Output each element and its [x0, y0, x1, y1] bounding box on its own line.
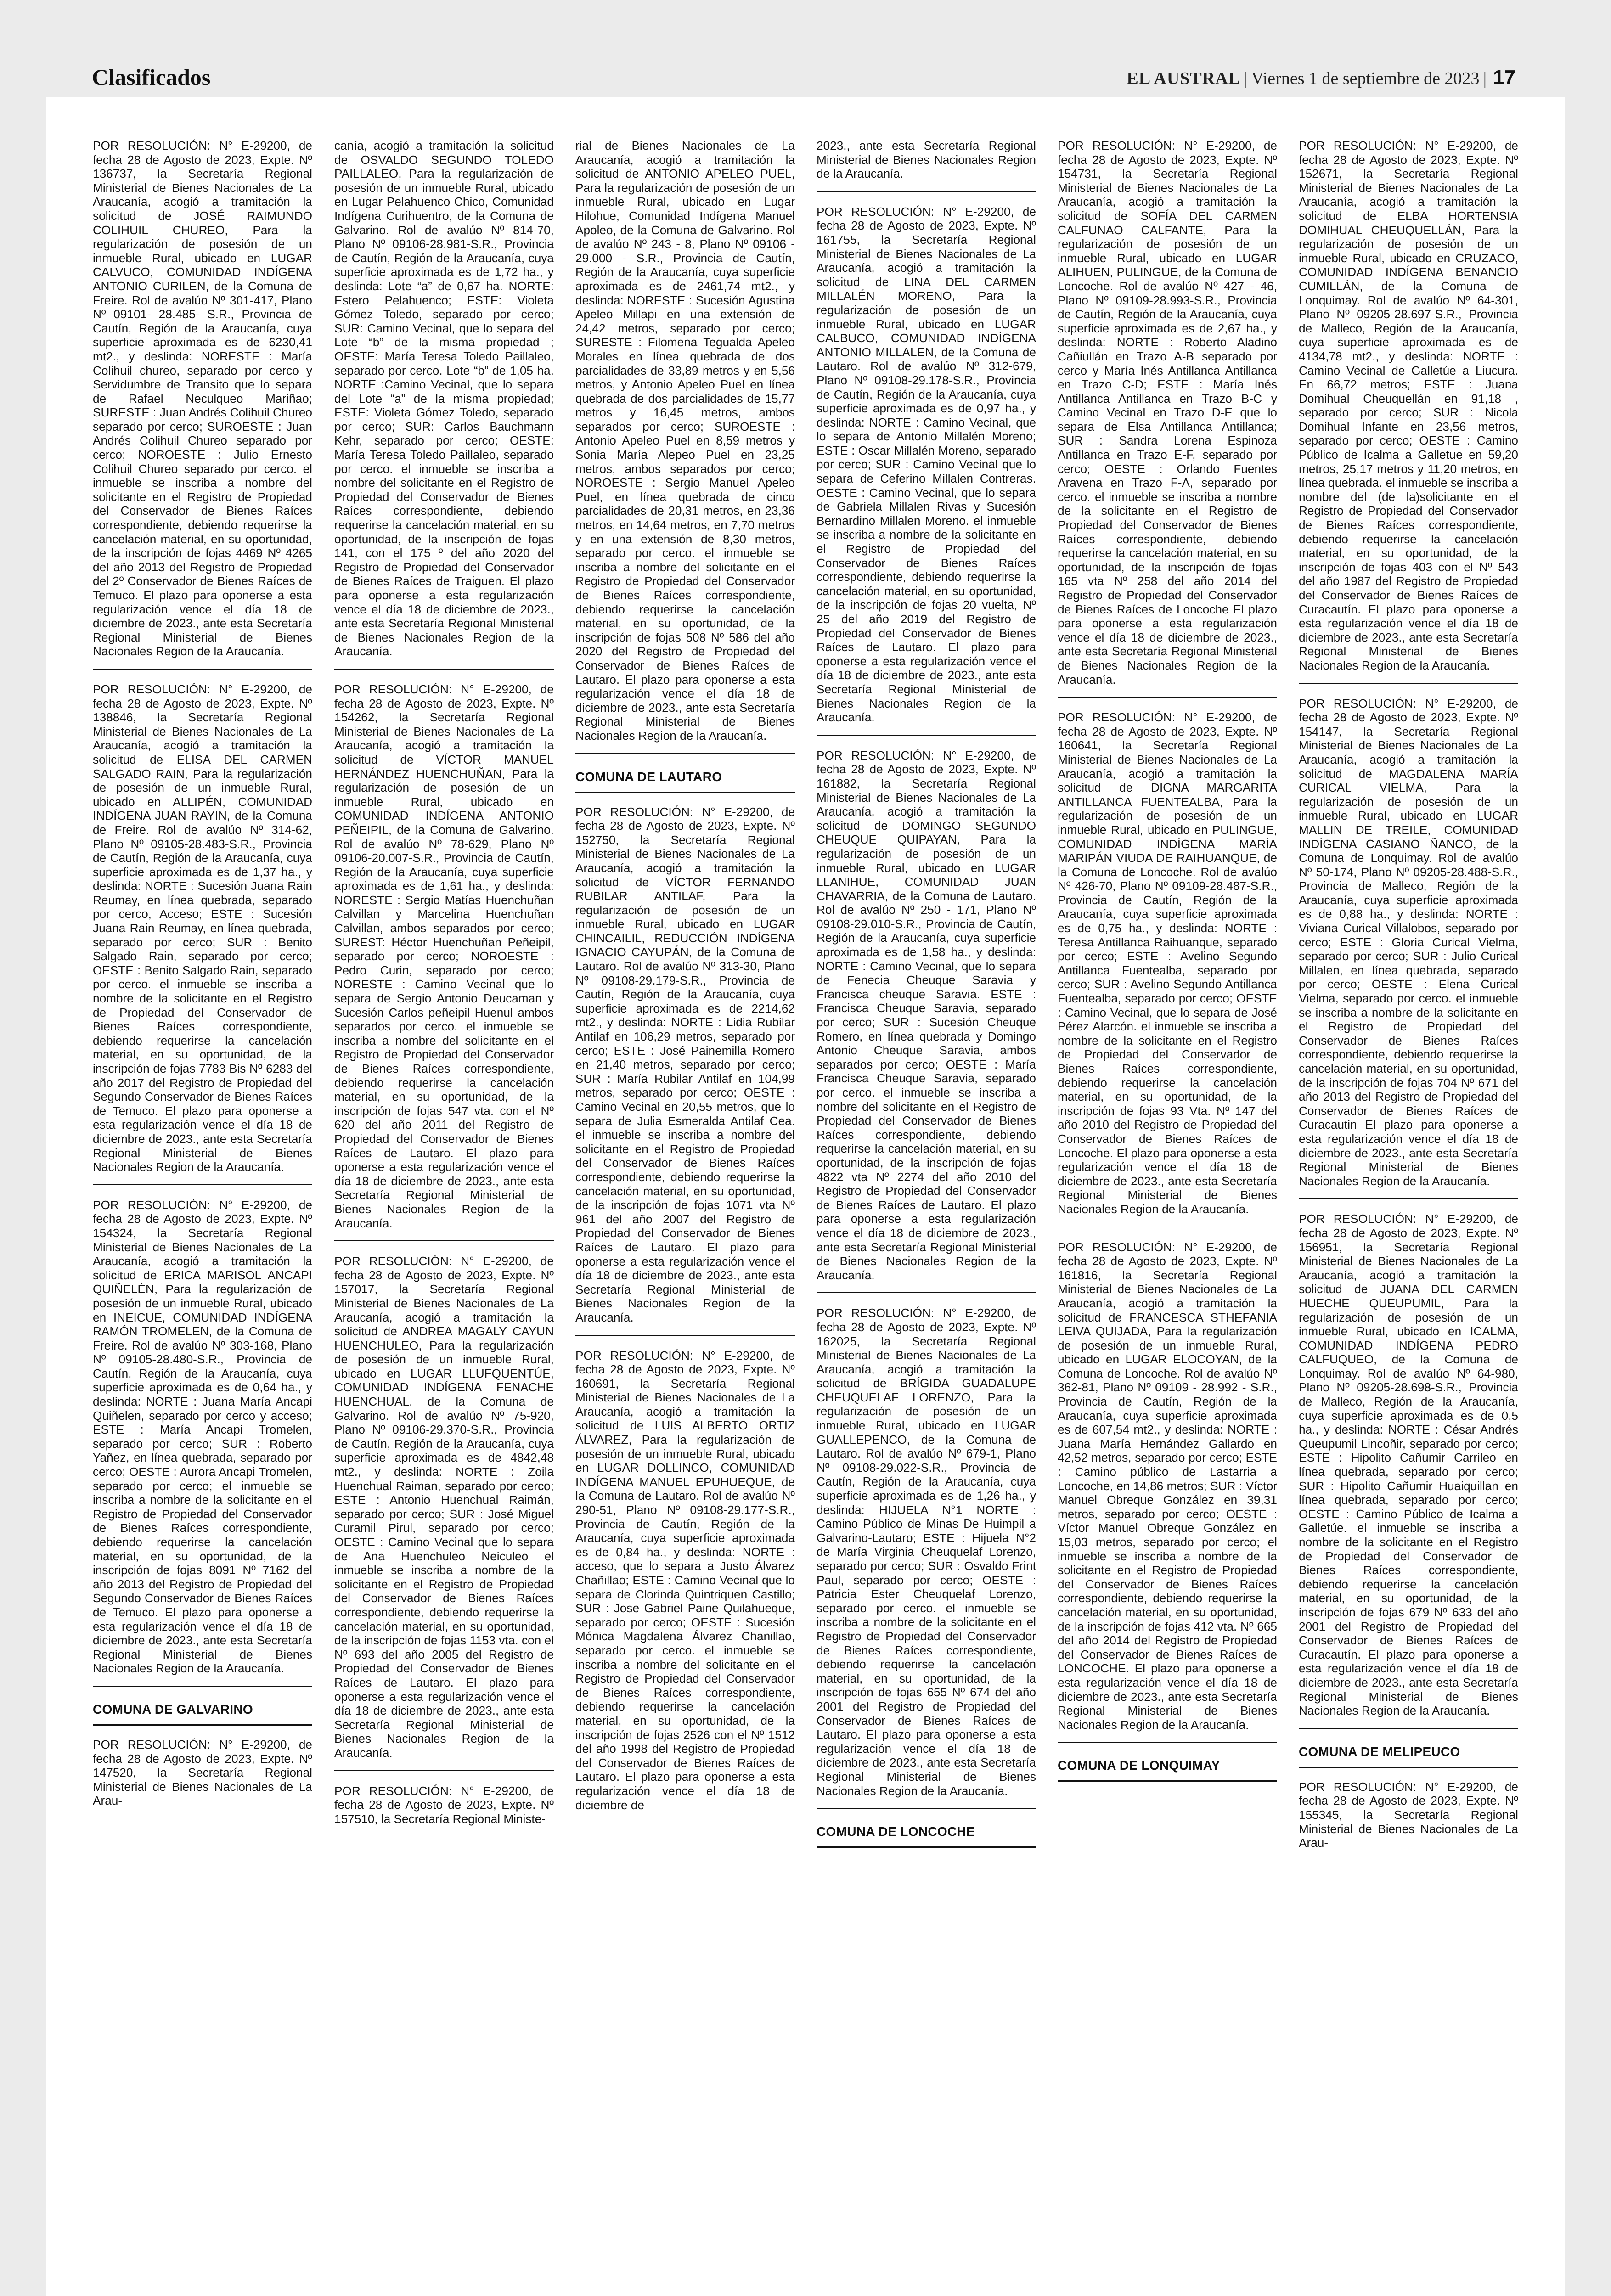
column-2: [334, 139, 554, 2204]
column-3: [575, 139, 795, 2204]
page-number: 17: [1493, 66, 1515, 89]
column-6: [1299, 139, 1518, 2204]
legal-notice: POR RESOLUCIÓN: N° E-29200, de fecha 28 de Agosto de 2023, Expte. Nº 156951, la Secretaría Regional Ministerial de Bienes Nacionales de La Araucanía, acogió a tramitación la solicitud de JUANA DEL CARMEN HUECHE QUEUPUMIL, Para la regularización de posesión de un inmueble Rural, ubicado en ICALMA, COMUNIDAD INDÍGENA PEDRO CALFUQUEO, de la Comuna de Lonquimay. Rol de avalúo Nº 64-980, Plano Nº 09205-28.698-S.R., Provincia de Malleco, Región de la Araucanía, cuya superficie aproximada es de 0,5 ha., y deslinda: NORTE : César Andrés Queupumil Lincoñir, separado por cerco; ESTE : Hipolito Cañumir Carrileo en línea quebrada, separado por cerco; SUR : Hipolito Cañumir Huaiquillan en línea quebrada, separado por cerco; OESTE : Camino Público de Icalma a Galletúe. el inmueble se inscriba a nombre de la solicitante en el Registro de Propiedad del Conservador de Bienes Raíces correspondiente, debiendo requerirse la cancelación material, en su oportunidad, de la inscripción de fojas 679 Nº 633 del año 2001 del Registro de Propiedad del Conservador de Bienes Raíces de Curacautín. El plazo para oponerse a esta regularización vence el día 18 de diciembre de 2023., ante esta Secretaría Regional Ministerial de Bienes Nacionales Region de la Araucanía.: [1299, 1212, 1518, 1728]
legal-notice: POR RESOLUCIÓN: N° E-29200, de fecha 28 de Agosto de 2023, Expte. Nº 161882, la Secretaría Regional Ministerial de Bienes Nacionales de La Araucanía, acogió a tramitación la solicitud de DOMINGO SEGUNDO CHEUQUE QUIPAYAN, Para la regularización de posesión de un inmueble Rural, ubicado en LUGAR LLANIHUE, COMUNIDAD JUAN CHAVARRIA, de la Comuna de Lautaro. Rol de avalúo Nº 250 - 171, Plano Nº 09108-29.010-S.R., Provincia de Cautín, Región de la Araucanía, cuya superficie aproximada es de 1,58 ha., y deslinda: NORTE : Camino Vecinal, que lo separa de Fenecia Cheuque Saravia y Francisca cheuque Saravia. ESTE : Francisca Cheuque Saravia, separado por cerco; SUR : Sucesión Cheuque Romero, en línea quebrada y Domingo Antonio Cheuque Saravia, ambos separados por cerco; OESTE : María Francisca Cheuque Saravia, separado por cerco. el inmueble se inscriba a nombre del solicitante en el Registro de Propiedad del Conservador de Bienes Raíces correspondiente, debiendo requerirse la cancelación material, en su oportunidad, de la inscripción de fojas 4822 vta Nº 2274 del año 2010 del Registro de Propiedad del Conservador de Bienes Raíces de Lautaro. El plazo para oponerse a esta regularización vence el día 18 de diciembre de 2023., ante esta Secretaría Regional Ministerial de Bienes Nacionales Region de la Araucanía.: [817, 748, 1036, 1294]
legal-notice: POR RESOLUCIÓN: N° E-29200, de fecha 28 de Agosto de 2023, Expte. Nº 152750, la Secretaría Regional Ministerial de Bienes Nacionales de La Araucanía, acogió a tramitación la solicitud de VÍCTOR FERNANDO RUBILAR ANTILAF, Para la regularización de posesión de un inmueble Rural, ubicado en LUGAR CHINCAILIL, REDUCCIÓN INDÍGENA IGNACIO CAYUPÁN, de la Comuna de Lautaro. Rol de avalúo Nº 313-30, Plano Nº 09108-29.179-S.R., Provincia de Cautín, Región de la Araucanía, cuya superficie aproximada es de 2214,62 mt2., y deslinda: NORTE : Lidia Rubilar Antilaf en 106,29 metros, separado por cerco; ESTE : José Painemilla Romero en 21,40 metros, separado por cerco; SUR : María Rubilar Antilaf en 104,99 metros, separado por cerco; OESTE : Camino Vecinal en 20,55 metros, que lo separa de Julia Esmeralda Antilaf Cea. el inmueble se inscriba a nombre del solicitante en el Registro de Propiedad del Conservador de Bienes Raíces correspondiente, debiendo requerirse la cancelación material, en su oportunidad, de la inscripción de fojas 1071 vta Nº 961 del año 2007 del Registro de Propiedad del Conservador de Bienes Raíces de Lautaro. El plazo para oponerse a esta regularización vence el día 18 de diciembre de 2023., ante esta Secretaría Regional Ministerial de Bienes Nacionales Region de la Araucanía.: [575, 805, 795, 1336]
section-title: Clasificados: [92, 64, 211, 90]
legal-notice: POR RESOLUCIÓN: N° E-29200, de fecha 28 de Agosto de 2023, Expte. Nº 160691, la Secretaría Regional Ministerial de Bienes Nacionales de La Araucanía, acogió a tramitación la solicitud de LUIS ALBERTO ORTIZ ÁLVAREZ, Para la regularización de posesión de un inmueble Rural, ubicado en LUGAR DOLLINCO, COMUNIDAD INDÍGENA MANUEL EPUHUEQUE, de la Comuna de Lautaro. Rol de avalúo Nº 290-51, Plano Nº 09108-29.177-S.R., Provincia de Cautín, Región de la Araucanía, cuya superficie aproximada es de 0,84 ha., y deslinda: NORTE : acceso, que lo separa a Justo Álvarez Chañillao; ESTE : Camino Vecinal que lo separa de Clorinda Quintriquen Castillo; SUR : Jose Gabriel Paine Quilahueque, separado por cerco; OESTE : Sucesión Mónica Magdalena Álvarez Chanillao, separado por cerco. el inmueble se inscriba a nombre del solicitante en el Registro de Propiedad del Conservador de Bienes Raíces correspondiente, debiendo requerirse la cancelación material, en su oportunidad, de la inscripción de fojas 2526 con el Nº 1512 del año 1998 del Registro de Propiedad del Conservador de Bienes Raíces de Lautaro. El plazo para oponerse a esta regularización vence el día 18 de diciembre de: [575, 1348, 795, 1812]
legal-notice: canía, acogió a tramitación la solicitud de OSVALDO SEGUNDO TOLEDO PAILLALEO, Para la regularización de posesión de un inmueble Rural, ubicado en Lugar Pelahuenco Chico, Comunidad Indígena Curihuentro, de la Comuna de Galvarino. Rol de avalúo Nº 814-70, Plano Nº 09106-28.981-S.R., Provincia de Cautín, Región de la Araucanía, cuya superficie aproximada es de 1,72 ha., y deslinda: Lote “a” de 0,67 ha. NORTE: Estero Pelahuenco; ESTE: Violeta Gómez Toledo, separado por cerco; SUR: Camino Vecinal, que lo separa del Lote “b” de la misma propiedad ; OESTE: María Teresa Toledo Paillaleo, separado por cerco. Lote “b” de 1,05 ha. NORTE :Camino Vecinal, que lo separa del Lote “a” de la misma propiedad; ESTE: Violeta Gómez Toledo, separado por cerco; SUR: Carlos Bauchmann Kehr, separado por cerco; OESTE: María Teresa Toledo Paillaleo, separado por cerco. el inmueble se inscriba a nombre del solicitante en el Registro de Propiedad del Conservador de Bienes Raíces correspondiente, debiendo requerirse la cancelación material, en su oportunidad, de la inscripción de fojas 141, con el 175 º del año 2020 del Registro de Propiedad del Conservador de Bienes Raíces de Traiguen. El plazo para oponerse a esta regularización vence el día 18 de diciembre de 2023., ante esta Secretaría Regional Ministerial de Bienes Nacionales Region de la Araucanía.: [334, 139, 554, 670]
comuna-heading: COMUNA DE LONCOCHE: [817, 1822, 1036, 1848]
legal-notice: POR RESOLUCIÓN: N° E-29200, de fecha 28 de Agosto de 2023, Expte. Nº 147520, la Secretaría Regional Ministerial de Bienes Nacionales de La Arau-: [93, 1737, 312, 1808]
column-5: [1058, 139, 1277, 2204]
legal-notice: POR RESOLUCIÓN: N° E-29200, de fecha 28 de Agosto de 2023, Expte. Nº 161755, la Secretaría Regional Ministerial de Bienes Nacionales de La Araucanía, acogió a tramitación la solicitud de LINA DEL CARMEN MILLALÉN MORENO, Para la regularización de posesión de un inmueble Rural, ubicado en LUGAR CALBUCO, COMUNIDAD INDÍGENA ANTONIO MILLALEN, de la Comuna de Lautaro. Rol de avalúo Nº 312-679, Plano Nº 09108-29.178-S.R., Provincia de Cautín, Región de la Araucanía, cuya superficie aproximada es de 0,97 ha., y deslinda: NORTE : Camino Vecinal, que lo separa de Antonio Millalén Moreno; ESTE : Oscar Millalén Moreno, separado por cerco; SUR : Camino Vecinal que lo separa de Ceferino Millalen Contreras. OESTE : Camino Vecinal, que lo separa de Gabriela Millalen Rivas y Sucesión Bernardino Millalen Moreno. el inmueble se inscriba a nombre de la solicitante en el Registro de Propiedad del Conservador de Bienes Raíces correspondiente, debiendo requerirse la cancelación material, en su oportunidad, de la inscripción de fojas 20 vuelta, Nº 25 del año 2019 del Registro de Propiedad del Conservador de Bienes Raíces de Lautaro. El plazo para oponerse a esta regularización vence el día 18 de diciembre de 2023., ante esta Secretaría Regional Ministerial de Bienes Nacionales Region de la Araucanía.: [817, 205, 1036, 736]
issue-date: Viernes 1 de septiembre de 2023: [1251, 69, 1480, 88]
comuna-heading: COMUNA DE MELIPEUCO: [1299, 1742, 1518, 1768]
legal-notice: POR RESOLUCIÓN: N° E-29200, de fecha 28 de Agosto de 2023, Expte. Nº 160641, la Secretaría Regional Ministerial de Bienes Nacionales de La Araucanía, acogió a tramitación la solicitud de DIGNA MARGARITA ANTILLANCA FUENTEALBA, Para la regularización de posesión de un inmueble Rural, ubicado en PULINGUE, COMUNIDAD INDÍGENA MARÍA MARIPÁN VIUDA DE RAIHUANQUE, de la Comuna de Loncoche. Rol de avalúo Nº 426-70, Plano Nº 09109-28.487-S.R., Provincia de Cautín, Región de la Araucanía, cuya superficie aproximada es de 0,75 ha., y deslinda: NORTE : Teresa Antillanca Raihuanque, separado por cerco; ESTE : Avelino Segundo Antillanca Fuentealba, separado por cerco; SUR : Avelino Segundo Antillanca Fuentealba, separado por cerco; OESTE : Camino Vecinal, que lo separa de José Pérez Alarcón. el inmueble se inscriba a nombre de la solicitante en el Registro de Propiedad del Conservador de Bienes Raíces correspondiente, debiendo requerirse la cancelación material, en su oportunidad, de la inscripción de fojas 93 Vta. Nº 147 del año 2010 del Registro de Propiedad del Conservador de Bienes Raíces de Loncoche. El plazo para oponerse a esta regularización vence el día 18 de diciembre de 2023., ante esta Secretaría Regional Ministerial de Bienes Nacionales Region de la Araucanía.: [1058, 710, 1277, 1227]
legal-notice: POR RESOLUCIÓN: N° E-29200, de fecha 28 de Agosto de 2023, Expte. Nº 155345, la Secretaría Regional Ministerial de Bienes Nacionales de La Arau-: [1299, 1779, 1518, 1850]
masthead-separator: |: [1483, 69, 1487, 88]
comuna-heading: COMUNA DE LONQUIMAY: [1058, 1756, 1277, 1782]
legal-notice: rial de Bienes Nacionales de La Araucanía, acogió a tramitación la solicitud de ANTONIO APELEO PUEL, Para la regularización de posesión de un inmueble Rural, ubicado en Lugar Hilohue, Comunidad Indígena Manuel Apoleo, de la Comuna de Galvarino. Rol de avalúo Nº 243 - 8, Plano Nº 09106 - 29.000 - S.R., Provincia de Cautín, Región de la Araucanía, cuya superficie aproximada es de 2461,74 mt2., y deslinda: NORESTE : Sucesión Agustina Apeleo Millapi en una extensión de 24,42 metros, separado por cerco; SURESTE : Filomena Tegualda Apeleo Morales en línea quebrada de dos parcialidades de 33,89 metros y en 5,56 metros, y Antonio Apeleo Puel en línea quebrada de dos parcialidades de 15,77 metros y 16,45 metros, ambos separados por cerco; SUROESTE : Antonio Apeleo Puel en 8,59 metros y Sonia María Alepeo Puel en 23,25 metros, ambos separados por cerco; NOROESTE : Sergio Manuel Apeleo Puel, en línea quebrada de cinco parcialidades de 20,31 metros, en 23,36 metros, en 14,64 metros, en 7,70 metros y en una extensión de 8,30 metros, separado por cerco. el inmueble se inscriba a nombre del solicitante en el Registro de Propiedad del Conservador de Bienes Raíces correspondiente, debiendo requerirse la cancelación material, en su oportunidad, de la inscripción de fojas 508 Nº 586 del año 2020 del Registro de Propiedad del Conservador de Bienes Raíces de Lautaro. El plazo para oponerse a esta regularización vence el día 18 de diciembre de 2023., ante esta Secretaría Regional Ministerial de Bienes Nacionales Region de la Araucanía.: [575, 139, 795, 754]
comuna-heading: COMUNA DE LAUTARO: [575, 767, 795, 793]
legal-notice: POR RESOLUCIÓN: N° E-29200, de fecha 28 de Agosto de 2023, Expte. Nº 161816, la Secretaría Regional Ministerial de Bienes Nacionales de La Araucanía, acogió a tramitación la solicitud de FRANCESCA STHEFANIA LEIVA QUIJADA, Para la regularización de posesión de un inmueble Rural, ubicado en LUGAR ELOCOYAN, de la Comuna de Loncoche. Rol de avalúo Nº 362-81, Plano Nº 09109 - 28.992 - S.R., Provincia de Cautín, Región de la Araucanía, cuya superficie aproximada es de 607,54 mt2., y deslinda: NORTE : Juana María Hernández Gallardo en 42,52 metros, separado por cerco; ESTE : Camino público de Lastarria a Loncoche, en 14,86 metros; SUR : Víctor Manuel Obreque González en 39,31 metros, separado por cerco; OESTE : Víctor Manuel Obreque González en 15,03 metros, separado por cerco; el inmueble se inscriba a nombre de la solicitante en el Registro de Propiedad del Conservador de Bienes Raíces correspondiente, debiendo requerirse la cancelación material, en su oportunidad, de la inscripción de fojas 412 vta. Nº 665 del año 2014 del Registro de Propiedad del Conservador de Bienes Raíces de LONCOCHE. El plazo para oponerse a esta regularización vence el día 18 de diciembre de 2023., ante esta Secretaría Regional Ministerial de Bienes Nacionales Region de la Araucanía.: [1058, 1240, 1277, 1743]
legal-notice: POR RESOLUCIÓN: N° E-29200, de fecha 28 de Agosto de 2023, Expte. Nº 152671, la Secretaría Regional Ministerial de Bienes Nacionales de La Araucanía, acogió a tramitación la solicitud de ELBA HORTENSIA DOMIHUAL CHEUQUELLÁN, Para la regularización de posesión de un inmueble Rural, ubicado en CRUZACO, COMUNIDAD INDÍGENA BENANCIO CUMILLÁN, de la Comuna de Lonquimay. Rol de avalúo Nº 64-301, Plano Nº 09205-28.697-S.R., Provincia de Malleco, Región de la Araucanía, cuya superficie aproximada es de 4134,78 mt2., y deslinda: NORTE : Camino Vecinal de Galletúe a Liucura. En 66,72 metros; ESTE : Juana Domihual Cheuquellán en 91,18 , separado por cerco; SUR : Nicola Domihual Infante en 23,56 metros, separado por cerco; OESTE : Camino Público de Icalma a Galletue en 59,20 metros, 25,17 metros y 11,20 metros, en línea quebrada. el inmueble se inscriba a nombre del (de la)solicitante en el Registro de Propiedad del Conservador de Bienes Raíces correspondiente, debiendo requerirse la cancelación material, en su oportunidad, de la inscripción de fojas 403 con el Nº 543 del año 1987 del Registro de Propiedad del Conservador de Bienes Raíces de Curacautín. El plazo para oponerse a esta regularización vence el día 18 de diciembre de 2023., ante esta Secretaría Regional Ministerial de Bienes Nacionales Region de la Araucanía.: [1299, 139, 1518, 684]
legal-notice: POR RESOLUCIÓN: N° E-29200, de fecha 28 de Agosto de 2023, Expte. Nº 154147, la Secretaría Regional Ministerial de Bienes Nacionales de La Araucanía, acogió a tramitación la solicitud de MAGDALENA MARÍA CURICAL VIELMA, Para la regularización de posesión de un inmueble Rural, ubicado en LUGAR MALLIN DE TREILE, COMUNIDAD INDÍGENA CASIANO ÑANCO, de la Comuna de Lonquimay. Rol de avalúo Nº 50-174, Plano Nº 09205-28.488-S.R., Provincia de Malleco, Región de la Araucanía, cuya superficie aproximada es de 0,88 ha., y deslinda: NORTE : Viviana Curical Villalobos, separado por cerco; ESTE : Gloria Curical Vielma, separado por cerco; SUR : Julio Curical Millalen, en línea quebrada, separado por cerco; OESTE : Elena Curical Vielma, separado por cerco. el inmueble se inscriba a nombre de la solicitante en el Registro de Propiedad del Conservador de Bienes Raíces correspondiente, debiendo requerirse la cancelación material, en su oportunidad, de la inscripción de fojas 704 Nº 671 del año 2013 del Registro de Propiedad del Conservador de Bienes Raíces de Curacautin El plazo para oponerse a esta regularización vence el día 18 de diciembre de 2023., ante esta Secretaría Regional Ministerial de Bienes Nacionales Region de la Araucanía.: [1299, 697, 1518, 1199]
legal-notice: POR RESOLUCIÓN: N° E-29200, de fecha 28 de Agosto de 2023, Expte. Nº 157510, la Secretaría Regional Ministe-: [334, 1784, 554, 1826]
column-4: [817, 139, 1036, 2204]
legal-notice: POR RESOLUCIÓN: N° E-29200, de fecha 28 de Agosto de 2023, Expte. Nº 136737, la Secretaría Regional Ministerial de Bienes Nacionales de La Araucanía, acogió a tramitación la solicitud de JOSÉ RAIMUNDO COLIHUIL CHUREO, Para la regularización de posesión de un inmueble Rural, ubicado en LUGAR CALVUCO, COMUNIDAD INDÍGENA ANTONIO CURILEN, de la Comuna de Freire. Rol de avalúo Nº 301-417, Plano Nº 09101- 28.485- S.R., Provincia de Cautín, Región de la Araucanía, cuya superficie aproximada es de 6230,41 mt2., y deslinda: NORESTE : María Colihuil chureo, separado por cerco y Servidumbre de Transito que lo separa de Rafael Neculqueo Mariñao; SURESTE : Juan Andrés Colihuil Chureo separado por cerco; SUROESTE : Juan Andrés Colihuil Chureo separado por cerco; NOROESTE : Julio Ernesto Colihuil Chureo separado por cerco. el inmueble se inscriba a nombre del solicitante en el Registro de Propiedad del Conservador de Bienes Raíces correspondiente, debiendo requerirse la cancelación material, en su oportunidad, de la inscripción de fojas 4469 Nº 4265 del año 2013 del Registro de Propiedad del 2º Conservador de Bienes Raíces de Temuco. El plazo para oponerse a esta regularización vence el día 18 de diciembre de 2023., ante esta Secretaría Regional Ministerial de Bienes Nacionales Region de la Araucanía.: [93, 139, 312, 670]
page-header: [92, 63, 1515, 91]
column-1: [93, 139, 312, 2204]
masthead-separator: |: [1244, 69, 1248, 88]
legal-notice: POR RESOLUCIÓN: N° E-29200, de fecha 28 de Agosto de 2023, Expte. Nº 154731, la Secretaría Regional Ministerial de Bienes Nacionales de La Araucanía, acogió a tramitación la solicitud de SOFÍA DEL CARMEN CALFUNAO CALFANTE, Para la regularización de posesión de un inmueble Rural, ubicado en LUGAR ALIHUEN, PULINGUE, de la Comuna de Loncoche. Rol de avalúo Nº 427 - 46, Plano Nº 09109-28.993-S.R., Provincia de Cautín, Región de la Araucanía, cuya superficie aproximada es de 2,67 ha., y deslinda: NORTE : Roberto Aladino Cañiullán en Trazo A-B separado por cerco y María Inés Antillanca Antillanca en Trazo C-D; ESTE : María Inés Antillanca Antillanca en Trazo B-C y Camino Vecinal en Trazo D-E que lo separa de Elsa Antillanca Antillanca; SUR : Sandra Lorena Espinoza Antillanca en Trazo E-F, separado por cerco; OESTE : Orlando Fuentes Aravena en Trazo F-A, separado por cerco. el inmueble se inscriba a nombre de la solicitante en el Registro de Propiedad del Conservador de Bienes Raíces correspondiente, debiendo requerirse la cancelación material, en su oportunidad, de la inscripción de fojas 165 vta Nº 258 del año 2014 del Registro de Propiedad del Conservador de Bienes Raíces de Loncoche El plazo para oponerse a esta regularización vence el día 18 de diciembre de 2023., ante esta Secretaría Regional Ministerial de Bienes Nacionales Region de la Araucanía.: [1058, 139, 1277, 698]
legal-notice: 2023., ante esta Secretaría Regional Ministerial de Bienes Nacionales Region de la Araucanía.: [817, 139, 1036, 192]
newspaper-name: EL AUSTRAL: [1127, 69, 1240, 88]
legal-notice: POR RESOLUCIÓN: N° E-29200, de fecha 28 de Agosto de 2023, Expte. Nº 138846, la Secretaría Regional Ministerial de Bienes Nacionales de La Araucanía, acogió a tramitación la solicitud de ELISA DEL CARMEN SALGADO RAIN, Para la regularización de posesión de un inmueble Rural, ubicado en ALLIPÉN, COMUNIDAD INDÍGENA JUAN RAYIN, de la Comuna de Freire. Rol de avalúo Nº 314-62, Plano Nº 09105-28.483-S.R., Provincia de Cautín, Región de la Araucanía, cuya superficie aproximada es de 1,37 ha., y deslinda: NORTE : Sucesión Juana Rain Reumay, en línea quebrada, separado por cerco, Acceso; ESTE : Sucesión Juana Rain Reumay, en línea quebrada, separado por cerco; SUR : Benito Salgado Rain, separado por cerco; OESTE : Benito Salgado Rain, separado por cerco. el inmueble se inscriba a nombre de la solicitante en el Registro de Propiedad del Conservador de Bienes Raíces correspondiente, debiendo requerirse la cancelación material, en su oportunidad, de la inscripción de fojas 7783 Bis Nº 6283 del año 2017 del Registro de Propiedad del Segundo Conservador de Bienes Raíces de Temuco. El plazo para oponerse a esta regularización vence el día 18 de diciembre de 2023., ante esta Secretaría Regional Ministerial de Bienes Nacionales Region de la Araucanía.: [93, 682, 312, 1185]
legal-notice: POR RESOLUCIÓN: N° E-29200, de fecha 28 de Agosto de 2023, Expte. Nº 154324, la Secretaría Regional Ministerial de Bienes Nacionales de La Araucanía, acogió a tramitación la solicitud de ERICA MARISOL ANCAPI QUIÑELÉN, Para la regularización de posesión de un inmueble Rural, ubicado en INEICUE, COMUNIDAD INDÍGENA RAMÓN TROMELEN, de la Comuna de Freire. Rol de avalúo Nº 303-168, Plano Nº 09105-28.480-S.R., Provincia de Cautín, Región de la Araucanía, cuya superficie aproximada es de 0,64 ha., y deslinda: NORTE : Juana María Ancapi Quiñelen, separado por cerco y acceso; ESTE : María Ancapi Tromelen, separado por cerco; SUR : Roberto Yañez, en línea quebrada, separado por cerco; OESTE : Aurora Ancapi Tromelen, separado por cerco; el inmueble se inscriba a nombre de la solicitante en el Registro de Propiedad del Conservador de Bienes Raíces correspondiente, debiendo requerirse la cancelación material, en su oportunidad, de la inscripción de fojas 8091 Nº 7162 del año 2013 del Registro de Propiedad del Segundo Conservador de Bienes Raíces de Temuco. El plazo para oponerse a esta regularización vence el día 18 de diciembre de 2023., ante esta Secretaría Regional Ministerial de Bienes Nacionales Region de la Araucanía.: [93, 1198, 312, 1687]
comuna-heading: COMUNA DE GALVARINO: [93, 1699, 312, 1726]
legal-notice: POR RESOLUCIÓN: N° E-29200, de fecha 28 de Agosto de 2023, Expte. Nº 162025, la Secretaría Regional Ministerial de Bienes Nacionales de La Araucanía, acogió a tramitación la solicitud de BRÍGIDA GUADALUPE CHEUQUELAF LORENZO, Para la regularización de posesión de un inmueble Rural, ubicado en LUGAR GUALLEPENCO, de la Comuna de Lautaro. Rol de avalúo Nº 679-1, Plano Nº 09108-29.022-S.R., Provincia de Cautín, Región de la Araucanía, cuya superficie aproximada es de 1,26 ha., y deslinda: HIJUELA N°1 NORTE : Camino Público de Minas De Huimpil a Galvarino-Lautaro; ESTE : Hijuela N°2 de María Virginia Cheuquelaf Lorenzo, separado por cerco; SUR : Osvaldo Frint Paul, separado por cerco; OESTE : Patricia Ester Cheuquelaf Lorenzo, separado por cerco. el inmueble se inscriba a nombre de la solicitante en el Registro de Propiedad del Conservador de Bienes Raíces correspondiente, debiendo requerirse la cancelación material, en su oportunidad, de la inscripción de fojas 655 Nº 674 del año 2001 del Registro de Propiedad del Conservador de Bienes Raíces de Lautaro. El plazo para oponerse a esta regularización vence el día 18 de diciembre de 2023., ante esta Secretaría Regional Ministerial de Bienes Nacionales Region de la Araucanía.: [817, 1306, 1036, 1809]
masthead: [1127, 66, 1515, 90]
legal-notice: POR RESOLUCIÓN: N° E-29200, de fecha 28 de Agosto de 2023, Expte. Nº 154262, la Secretaría Regional Ministerial de Bienes Nacionales de La Araucanía, acogió a tramitación la solicitud de VÍCTOR MANUEL HERNÁNDEZ HUENCHUÑAN, Para la regularización de posesión de un inmueble Rural, ubicado en COMUNIDAD INDÍGENA ANTONIO PEÑEIPIL, de la Comuna de Galvarino. Rol de avalúo Nº 78-629, Plano Nº 09106-20.007-S.R., Provincia de Cautín, Región de la Araucanía, cuya superficie aproximada es de 1,61 ha., y deslinda: NORESTE : Sergio Matías Huenchuñan Calvillan y Marcelina Huenchuñan Calvillan, ambos separados por cerco; SUREST: Héctor Huenchuñan Peñeipil, separado por cerco; NOROESTE : Pedro Curin, separado por cerco; NORESTE : Camino Vecinal que lo separa de Sergio Antonio Deucaman y Sucesión Carlos peñeipil Huenul ambos separados por cerco. el inmueble se inscriba a nombre del solicitante en el Registro de Propiedad del Conservador de Bienes Raíces correspondiente, debiendo requerirse la cancelación material, en su oportunidad, de la inscripción de fojas 547 vta. con el Nº 620 del año 2011 del Registro de Propiedad del Conservador de Bienes Raíces de Lautaro. El plazo para oponerse a esta regularización vence el día 18 de diciembre de 2023., ante esta Secretaría Regional Ministerial de Bienes Nacionales Region de la Araucanía.: [334, 682, 554, 1241]
legal-notice: POR RESOLUCIÓN: N° E-29200, de fecha 28 de Agosto de 2023, Expte. Nº 157017, la Secretaría Regional Ministerial de Bienes Nacionales de La Araucanía, acogió a tramitación la solicitud de ANDREA MAGALY CAYUN HUENCHULEO, Para la regularización de posesión de un inmueble Rural, ubicado en LUGAR LLUFQUENTÚE, COMUNIDAD INDÍGENA FENACHE HUENCHUAL, de la Comuna de Galvarino. Rol de avalúo Nº 75-920, Plano Nº 09106-29.370-S.R., Provincia de Cautín, Región de la Araucanía, cuya superficie aproximada es de 4842,48 mt2., y deslinda: NORTE : Zoila Huenchual Raiman, separado por cerco; ESTE : Antonio Huenchual Raimán, separado por cerco; SUR : José Miguel Curamil Pirul, separado por cerco; OESTE : Camino Vecinal que lo separa de Ana Huenchuleo Neiculeo el inmueble se inscriba a nombre de la solicitante en el Registro de Propiedad del Conservador de Bienes Raíces correspondiente, debiendo requerirse la cancelación material, en su oportunidad, de la inscripción de fojas 1153 vta. con el Nº 693 del año 2005 del Registro de Propiedad del Conservador de Bienes Raíces de Lautaro. El plazo para oponerse a esta regularización vence el día 18 de diciembre de 2023., ante esta Secretaría Regional Ministerial de Bienes Nacionales Region de la Araucanía.: [334, 1254, 554, 1771]
